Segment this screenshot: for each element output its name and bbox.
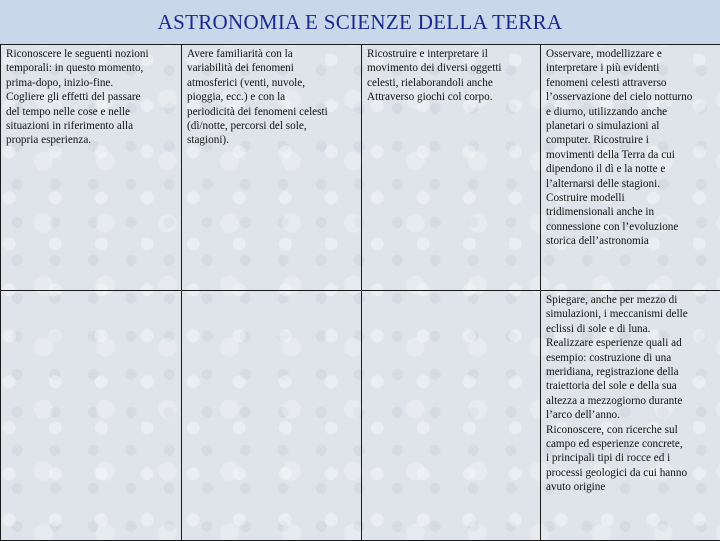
- table-cell-1-1: Riconoscere le seguenti nozioni temporali: in questo momento, prima-dopo, inizio-fine. Cogliere gli effetti del passare del tempo nelle cose e nelle situazioni in riferimento alla propria esperienza.: [1, 45, 182, 291]
- table-cell-2-2: [182, 291, 362, 541]
- table-cell-1-2: Avere familiarità con la variabilità dei fenomeni atmosferici (venti, nuvole, pioggia, ecc.) e con la periodicità dei fenomeni celesti (dì/notte, percorsi del sole, stagioni).: [182, 45, 362, 291]
- curriculum-table: [0, 44, 720, 541]
- table-row: [1, 291, 720, 541]
- table-cell-1-4: Osservare, modellizzare e interpretare i più evidenti fenomeni celesti attraverso l’osservazione del cielo notturno e diurno, utilizzando anche planetari o simulazioni al computer. Ricostruire i movimenti della Terra da cui dipendono il dì e la notte e l’alternarsi delle stagioni. Costruire modelli tridimensionali anche in connessione con l’evoluzione storica dell’astronomia: [541, 45, 720, 291]
- table-cell-2-3: [362, 291, 541, 541]
- table-cell-2-4: Spiegare, anche per mezzo di simulazioni, i meccanismi delle eclissi di sole e di luna. Realizzare esperienze quali ad esempio: costruzione di una meridiana, registrazione della traiettoria del sole e della sua altezza a mezzogiorno durante l’arco dell’anno. Riconoscere, con ricerche sul campo ed esperienze concrete, i principali tipi di rocce ed i processi geologici da cui hanno avuto origine: [541, 291, 720, 541]
- table-cell-1-3: Ricostruire e interpretare il movimento dei diversi oggetti celesti, rielaborandoli anche Attraverso giochi col corpo.: [362, 45, 541, 291]
- table-row: [1, 45, 720, 291]
- page-title: ASTRONOMIA E SCIENZE DELLA TERRA: [158, 10, 563, 35]
- table-cell-2-1: [1, 291, 182, 541]
- title-bar: [0, 0, 720, 45]
